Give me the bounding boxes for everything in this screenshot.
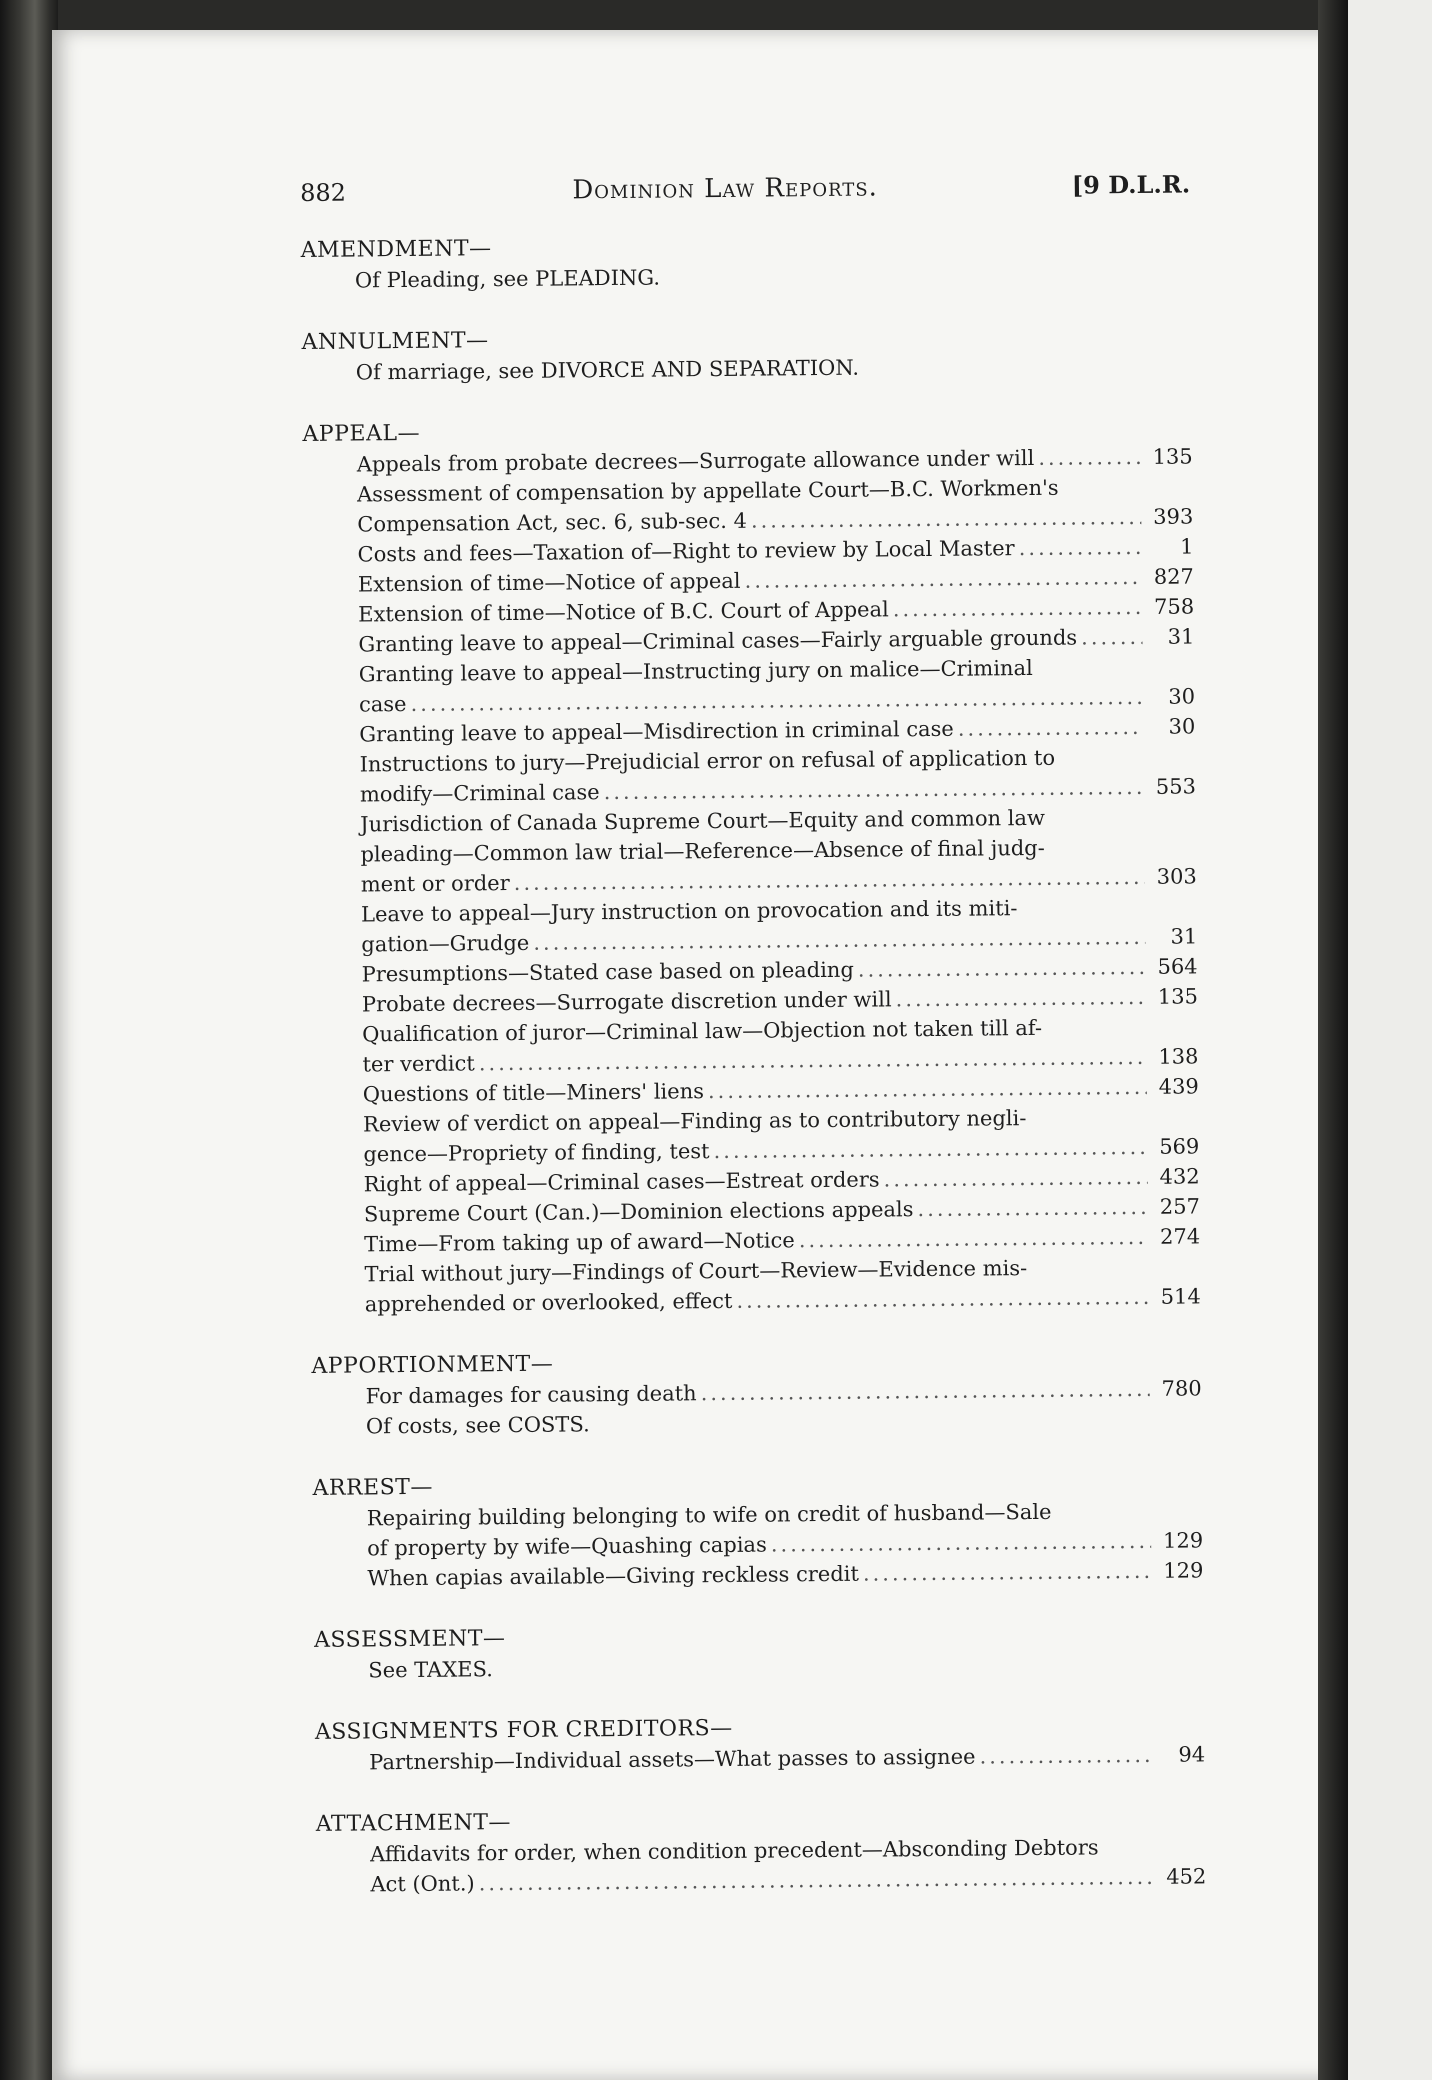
leader-dots	[799, 1222, 1149, 1255]
entry-page-number: 94	[1178, 1742, 1206, 1767]
index-section	[302, 411, 1201, 1320]
index-entry	[363, 1101, 1200, 1169]
leader-dots	[895, 982, 1146, 1014]
entry-text: of property by wife—Quashing capias	[367, 1532, 767, 1561]
entry-text: Act (Ont.)	[370, 1871, 475, 1897]
page-gutter	[1318, 0, 1348, 2080]
leader-dots	[958, 712, 1144, 744]
leader-dots	[979, 1740, 1153, 1772]
index-entry	[360, 801, 1197, 899]
entry-page-number: 129	[1163, 1558, 1204, 1583]
leader-dots	[514, 862, 1145, 898]
section-entries	[303, 441, 1201, 1320]
entry-text: Costs and fees—Taxation of—Right to review by Local Master	[357, 536, 1015, 567]
leader-dots	[751, 502, 1142, 536]
section-heading: AMENDMENT—	[300, 236, 492, 263]
entry-text: pleading—Common law trial—Reference—Absence of final judg-	[360, 835, 1045, 867]
index-section	[311, 1343, 1202, 1442]
section-heading: APPEAL—	[302, 420, 421, 447]
entry-text: Trial without jury—Findings of Court—Review—Evidence mis-	[364, 1256, 1028, 1287]
leader-dots	[744, 562, 1142, 596]
adjacent-page-edge	[1348, 0, 1432, 2080]
entry-page-number: 274	[1159, 1224, 1201, 1249]
entry-text: For damages for causing death	[365, 1381, 697, 1409]
entry-text: Jurisdiction of Canada Supreme Court—Equity and common law	[360, 805, 1046, 837]
entry-page-number: 827	[1153, 564, 1194, 589]
leader-dots	[1038, 442, 1141, 473]
entry-text: ter verdict	[362, 1051, 475, 1077]
index-entry	[359, 651, 1196, 719]
leader-dots	[1081, 622, 1143, 653]
index-section	[301, 319, 1192, 388]
entry-text: Assessment of compensation by appellate Court—B.C. Workmen's	[356, 475, 1059, 507]
entry-page-number: 569	[1159, 1134, 1200, 1159]
entry-text: gation—Grudge	[361, 930, 530, 957]
entry-text: See TAXES.	[368, 1657, 493, 1683]
leader-dots	[771, 1526, 1152, 1560]
index-section	[315, 1709, 1206, 1778]
entry-page-number: 135	[1152, 444, 1193, 469]
entry-page-number: 393	[1153, 504, 1194, 529]
section-entries	[316, 1831, 1207, 1900]
leader-dots	[700, 1374, 1149, 1408]
index-section	[314, 1617, 1205, 1686]
section-heading: ASSESSMENT—	[313, 1626, 506, 1653]
entry-text: Appeals from probate decrees—Surrogate allowance under will	[356, 445, 1035, 477]
index-entry	[361, 891, 1198, 959]
entry-text: Granting leave to appeal—Misdirection in criminal case	[359, 716, 954, 747]
index-entry	[364, 1251, 1201, 1319]
section-heading: APPORTIONMENT—	[311, 1351, 554, 1379]
entry-page-number: 303	[1156, 864, 1197, 889]
book-binding	[0, 0, 58, 2080]
entry-text: Right of appeal—Criminal cases—Estreat orders	[363, 1167, 880, 1197]
entry-text: Review of verdict on appeal—Finding as to contributory negli-	[362, 1106, 1027, 1137]
entry-page-number: 553	[1155, 774, 1196, 799]
entry-text: apprehended or overlooked, effect	[364, 1288, 733, 1317]
section-heading: ATTACHMENT—	[315, 1810, 512, 1837]
entry-text: Affidavits for order, when condition precedent—Absconding Debtors	[369, 1835, 1099, 1867]
entry-page-number: 257	[1159, 1194, 1201, 1219]
entry-text: Questions of title—Miners' liens	[362, 1079, 705, 1107]
entry-text: Leave to appeal—Jury instruction on provocation and its miti-	[360, 896, 1018, 927]
leader-dots	[479, 1862, 1155, 1898]
entry-text: When capias available—Giving reckless credit	[367, 1561, 860, 1591]
entry-page-number: 780	[1161, 1376, 1202, 1401]
entry-page-number: 31	[1167, 624, 1195, 649]
entry-text: Presumptions—Stated case based on pleading	[361, 957, 854, 987]
leader-dots	[917, 1192, 1148, 1224]
entry-page-number: 1	[1180, 534, 1194, 559]
index-section	[316, 1801, 1207, 1900]
entry-text: Supreme Court (Can.)—Dominion elections appeals	[363, 1197, 914, 1227]
entry-text: Compensation Act, sec. 6, sub-sec. 4	[357, 508, 748, 537]
index-content	[300, 169, 1207, 1931]
leader-dots	[893, 592, 1143, 624]
entry-text: gence—Propriety of finding, test	[363, 1139, 710, 1167]
leader-dots	[713, 1132, 1147, 1166]
entry-text: Time—From taking up of award—Notice	[364, 1228, 795, 1257]
index-entry	[367, 1495, 1204, 1563]
entry-text: ment or order	[360, 871, 510, 897]
entry-page-number: 135	[1157, 984, 1199, 1009]
entry-text: Instructions to jury—Prejudicial error on refusal of application to	[359, 745, 1056, 777]
index-entry	[362, 1011, 1199, 1079]
entry-page-number: 432	[1159, 1164, 1200, 1189]
entry-text: Granting leave to appeal—Criminal cases—Fairly arguable grounds	[358, 625, 1078, 657]
publication-title: Dominion Law Reports.	[572, 172, 879, 206]
entry-page-number: 129	[1162, 1528, 1204, 1553]
leader-dots	[863, 1556, 1152, 1589]
leader-dots	[858, 952, 1146, 985]
index-sections	[301, 227, 1207, 1899]
entry-text: Probate decrees—Surrogate discretion under will	[361, 987, 892, 1017]
leader-dots	[603, 772, 1144, 807]
entry-text: Of marriage, see DIVORCE AND SEPARATION.	[355, 355, 860, 385]
entry-text: Granting leave to appeal—Instructing jury on malice—Criminal	[358, 655, 1033, 687]
entry-text: Extension of time—Notice of appeal	[357, 568, 741, 597]
entry-page-number: 31	[1170, 924, 1198, 949]
entry-text: case	[358, 692, 407, 717]
entry-text: Partnership—Individual assets—What passes to assignee	[369, 1744, 976, 1775]
index-section	[301, 227, 1192, 296]
section-heading: ARREST—	[312, 1474, 434, 1501]
page-number: 882	[300, 178, 347, 207]
leader-dots	[736, 1282, 1149, 1316]
entry-page-number: 30	[1168, 714, 1196, 739]
entry-page-number: 138	[1158, 1044, 1199, 1069]
index-entry	[359, 741, 1196, 809]
entry-page-number: 564	[1157, 954, 1198, 979]
entry-text: Extension of time—Notice of B.C. Court of Appeal	[358, 597, 889, 627]
entry-page-number: 452	[1166, 1864, 1207, 1889]
leader-dots	[883, 1162, 1147, 1195]
index-entry	[370, 1831, 1207, 1899]
section-entries	[313, 1495, 1204, 1594]
entry-text: Of Pleading, see PLEADING.	[354, 265, 661, 293]
entry-page-number: 30	[1168, 684, 1196, 709]
section-heading: ASSIGNMENTS FOR CREDITORS—	[314, 1715, 733, 1745]
entry-page-number: 514	[1160, 1284, 1201, 1309]
entry-page-number: 758	[1153, 594, 1195, 619]
entry-text: Of costs, see COSTS.	[365, 1412, 590, 1439]
index-entry	[357, 471, 1194, 539]
section-heading: ANNULMENT—	[301, 328, 489, 355]
section-entries	[312, 1373, 1203, 1442]
entry-text: Qualification of juror—Criminal law—Objection not taken till af-	[362, 1015, 1043, 1047]
entry-text: modify—Criminal case	[359, 780, 600, 807]
leader-dots	[1019, 532, 1142, 563]
entry-page-number: 439	[1158, 1074, 1199, 1099]
entry-text: Repairing building belonging to wife on credit of husband—Sale	[366, 1499, 1052, 1531]
index-section	[312, 1465, 1203, 1594]
leader-dots	[708, 1072, 1147, 1106]
volume-reference: [9 D.L.R.	[1071, 169, 1191, 200]
